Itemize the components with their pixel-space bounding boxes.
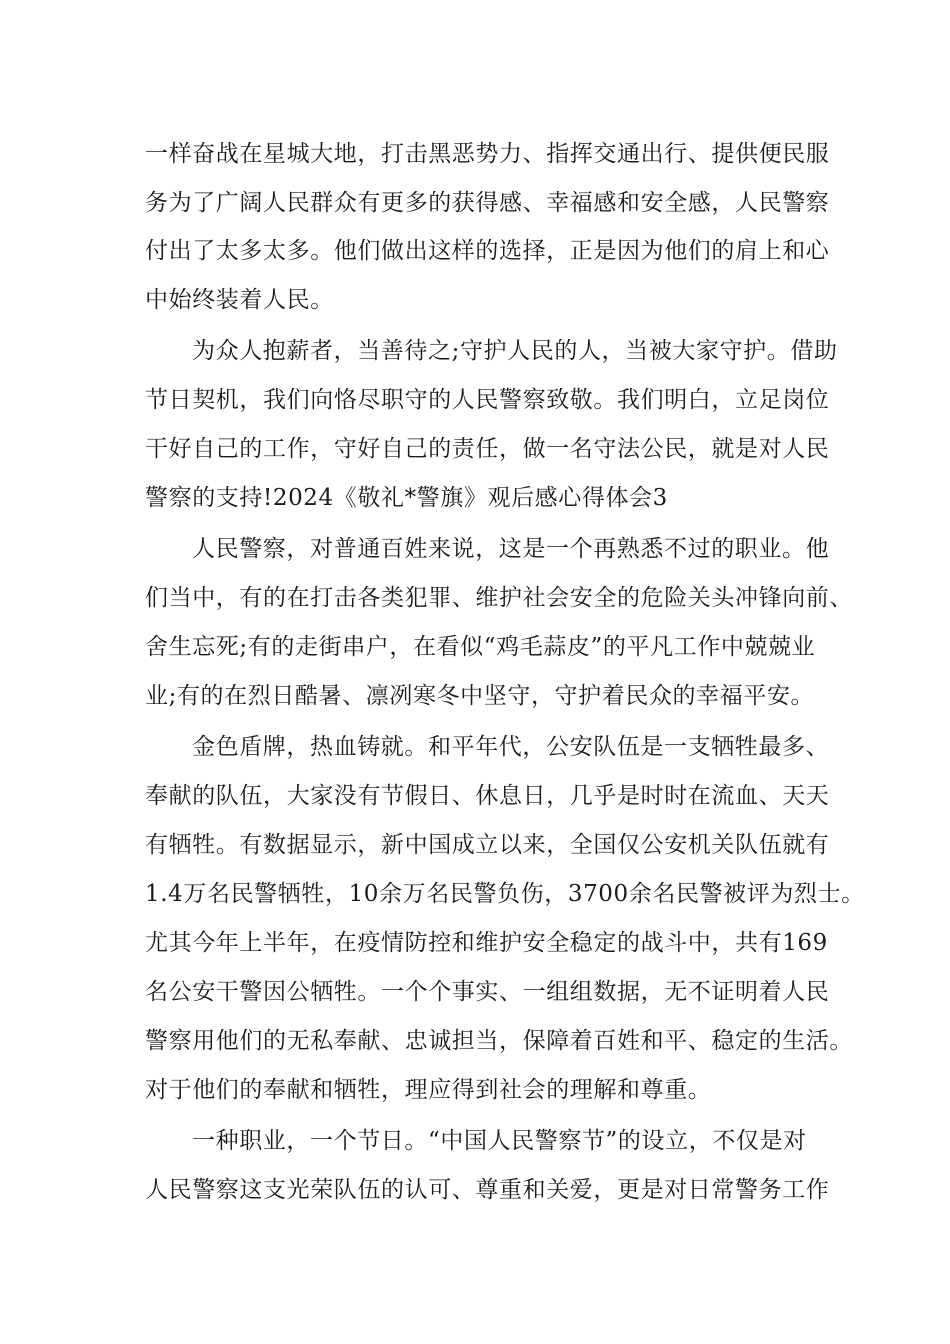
text-line: 对于他们的奉献和牺牲，理应得到社会的理解和尊重。: [145, 1077, 712, 1103]
text-line: 一样奋战在星城大地，打击黑恶势力、指挥交通出行、提供便民服: [145, 141, 830, 167]
text-line: 警察的支持!2024《敬礼*警旗》观后感心得体会3: [145, 485, 668, 511]
text-line: 警察用他们的无私奉献、忠诚担当，保障着百姓和平、稳定的生活。: [145, 1028, 853, 1054]
paragraph-first-line: 一种职业，一个节日。“中国人民警察节”的设立，不仅是对: [192, 1128, 807, 1154]
text-line: 名公安干警因公牺牲。一个个事实、一组组数据，无不证明着人民: [145, 979, 830, 1005]
text-line: 务为了广阔人民群众有更多的获得感、幸福感和安全感，人民警察: [145, 190, 830, 216]
text-line: 奉献的队伍，大家没有节假日、休息日，几乎是时时在流血、天天: [145, 783, 830, 809]
paragraph-first-line: 金色盾牌，热血铸就。和平年代，公安队伍是一支牺牲最多、: [192, 734, 830, 760]
paragraph-first-line: 为众人抱薪者，当善待之;守护人民的人，当被大家守护。借助: [192, 338, 838, 364]
text-line: 干好自己的工作，守好自己的责任，做一名守法公民，就是对人民: [145, 436, 830, 462]
text-line: 业;有的在烈日酷暑、凛冽寒冬中坚守，守护着民众的幸福平安。: [145, 683, 815, 709]
text-line: 有牺牲。有数据显示，新中国成立以来，全国仅公安机关队伍就有: [145, 832, 830, 858]
text-line: 1.4万名民警牺牲，10余万名民警负伤，3700余名民警被评为烈士。: [145, 881, 865, 907]
text-line: 们当中，有的在打击各类犯罪、维护社会安全的危险关头冲锋向前、: [145, 585, 853, 611]
text-line: 节日契机，我们向恪尽职守的人民警察致敬。我们明白，立足岗位: [145, 387, 830, 413]
text-line: 尤其今年上半年，在疫情防控和维护安全稳定的战斗中，共有169: [145, 930, 828, 956]
text-line: 人民警察这支光荣队伍的认可、尊重和关爱，更是对日常警务工作: [145, 1177, 830, 1203]
text-line: 舍生忘死;有的走街串户，在看似“鸡毛蒜皮”的平凡工作中兢兢业: [145, 634, 816, 660]
paragraph-first-line: 人民警察，对普通百姓来说，这是一个再熟悉不过的职业。他: [192, 536, 830, 562]
text-line: 中始终装着人民。: [145, 287, 334, 313]
text-line: 付出了太多太多。他们做出这样的选择，正是因为他们的肩上和心: [145, 238, 830, 264]
